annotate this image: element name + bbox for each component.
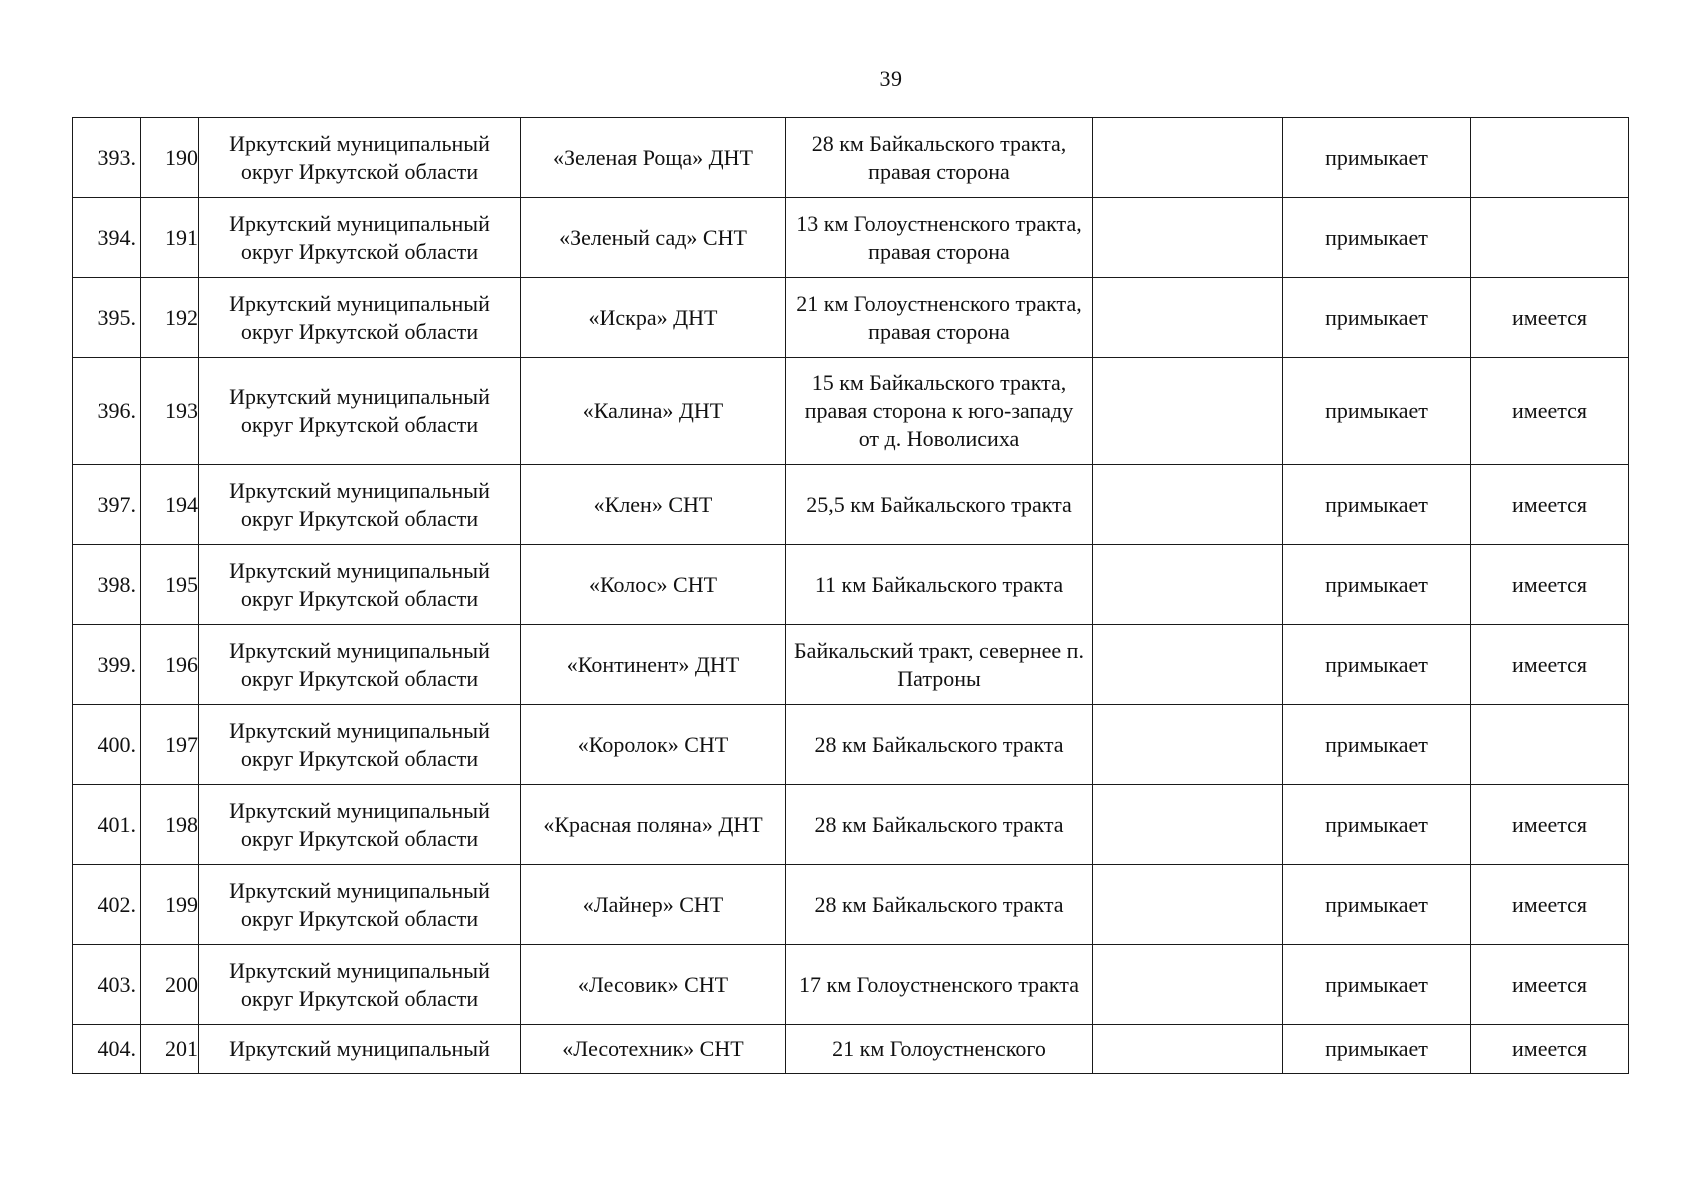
location-cell: 11 км Байкальского тракта [786,545,1093,625]
adjacency-cell: примыкает [1283,625,1471,705]
table-row [73,945,1629,1025]
district-cell: Иркутский муниципальный округ Иркутской области [199,198,521,278]
district-cell: Иркутский муниципальный округ Иркутской области [199,945,521,1025]
adjacency-cell: примыкает [1283,785,1471,865]
name-cell: «Клен» СНТ [521,465,786,545]
adjacency-cell: примыкает [1283,1025,1471,1074]
empty-cell [1093,945,1283,1025]
sub-number: 196 [141,625,199,705]
empty-cell [1093,545,1283,625]
availability-cell [1471,705,1629,785]
location-cell: 15 км Байкальского тракта, правая сторона к юго-западу от д. Новолисиха [786,358,1093,465]
location-cell: Байкальский тракт, севернее п. Патроны [786,625,1093,705]
district-cell: Иркутский муниципальный округ Иркутской области [199,358,521,465]
row-number: 398. [73,545,141,625]
empty-cell [1093,465,1283,545]
sub-number: 191 [141,198,199,278]
availability-cell [1471,118,1629,198]
location-cell: 28 км Байкальского тракта, правая сторона [786,118,1093,198]
adjacency-cell: примыкает [1283,865,1471,945]
name-cell: «Зеленая Роща» ДНТ [521,118,786,198]
location-cell: 17 км Голоустненского тракта [786,945,1093,1025]
availability-cell: имеется [1471,625,1629,705]
location-cell: 21 км Голоустненского [786,1025,1093,1074]
availability-cell: имеется [1471,545,1629,625]
table-row [73,545,1629,625]
table-row [73,865,1629,945]
adjacency-cell: примыкает [1283,198,1471,278]
sub-number: 193 [141,358,199,465]
adjacency-cell: примыкает [1283,945,1471,1025]
row-number: 395. [73,278,141,358]
sub-number: 195 [141,545,199,625]
availability-cell: имеется [1471,865,1629,945]
sub-number: 194 [141,465,199,545]
location-cell: 25,5 км Байкальского тракта [786,465,1093,545]
name-cell: «Лайнер» СНТ [521,865,786,945]
location-cell: 21 км Голоустненского тракта, правая сторона [786,278,1093,358]
empty-cell [1093,865,1283,945]
name-cell: «Лесовик» СНТ [521,945,786,1025]
name-cell: «Континент» ДНТ [521,625,786,705]
row-number: 402. [73,865,141,945]
adjacency-cell: примыкает [1283,278,1471,358]
empty-cell [1093,358,1283,465]
adjacency-cell: примыкает [1283,545,1471,625]
name-cell: «Королок» СНТ [521,705,786,785]
table-row [73,625,1629,705]
sub-number: 190 [141,118,199,198]
table-row [73,1025,1629,1074]
availability-cell [1471,198,1629,278]
district-cell: Иркутский муниципальный округ Иркутской области [199,278,521,358]
sub-number: 192 [141,278,199,358]
name-cell: «Калина» ДНТ [521,358,786,465]
table-row [73,465,1629,545]
location-cell: 28 км Байкальского тракта [786,705,1093,785]
empty-cell [1093,118,1283,198]
district-cell: Иркутский муниципальный округ Иркутской области [199,705,521,785]
row-number: 397. [73,465,141,545]
location-cell: 28 км Байкальского тракта [786,785,1093,865]
location-cell: 13 км Голоустненского тракта, правая сторона [786,198,1093,278]
location-cell: 28 км Байкальского тракта [786,865,1093,945]
availability-cell: имеется [1471,358,1629,465]
sub-number: 199 [141,865,199,945]
adjacency-cell: примыкает [1283,358,1471,465]
empty-cell [1093,625,1283,705]
sub-number: 200 [141,945,199,1025]
adjacency-cell: примыкает [1283,465,1471,545]
availability-cell: имеется [1471,945,1629,1025]
availability-cell: имеется [1471,465,1629,545]
empty-cell [1093,785,1283,865]
district-cell: Иркутский муниципальный округ Иркутской области [199,625,521,705]
row-number: 393. [73,118,141,198]
table-row [73,358,1629,465]
row-number: 404. [73,1025,141,1074]
name-cell: «Колос» СНТ [521,545,786,625]
empty-cell [1093,198,1283,278]
sub-number: 198 [141,785,199,865]
adjacency-cell: примыкает [1283,705,1471,785]
sub-number: 201 [141,1025,199,1074]
table-row [73,785,1629,865]
row-number: 401. [73,785,141,865]
district-cell: Иркутский муниципальный округ Иркутской области [199,118,521,198]
table-row [73,705,1629,785]
district-cell: Иркутский муниципальный [199,1025,521,1074]
district-cell: Иркутский муниципальный округ Иркутской области [199,465,521,545]
table-row [73,198,1629,278]
name-cell: «Зеленый сад» СНТ [521,198,786,278]
empty-cell [1093,278,1283,358]
sub-number: 197 [141,705,199,785]
row-number: 396. [73,358,141,465]
district-cell: Иркутский муниципальный округ Иркутской области [199,865,521,945]
row-number: 400. [73,705,141,785]
registry-table [72,117,1629,1074]
table-row [73,278,1629,358]
district-cell: Иркутский муниципальный округ Иркутской области [199,785,521,865]
name-cell: «Лесотехник» СНТ [521,1025,786,1074]
empty-cell [1093,1025,1283,1074]
availability-cell: имеется [1471,278,1629,358]
availability-cell: имеется [1471,785,1629,865]
empty-cell [1093,705,1283,785]
name-cell: «Красная поляна» ДНТ [521,785,786,865]
row-number: 403. [73,945,141,1025]
name-cell: «Искра» ДНТ [521,278,786,358]
row-number: 399. [73,625,141,705]
page-number: 39 [879,66,903,91]
table-row [73,118,1629,198]
row-number: 394. [73,198,141,278]
adjacency-cell: примыкает [1283,118,1471,198]
district-cell: Иркутский муниципальный округ Иркутской области [199,545,521,625]
availability-cell: имеется [1471,1025,1629,1074]
